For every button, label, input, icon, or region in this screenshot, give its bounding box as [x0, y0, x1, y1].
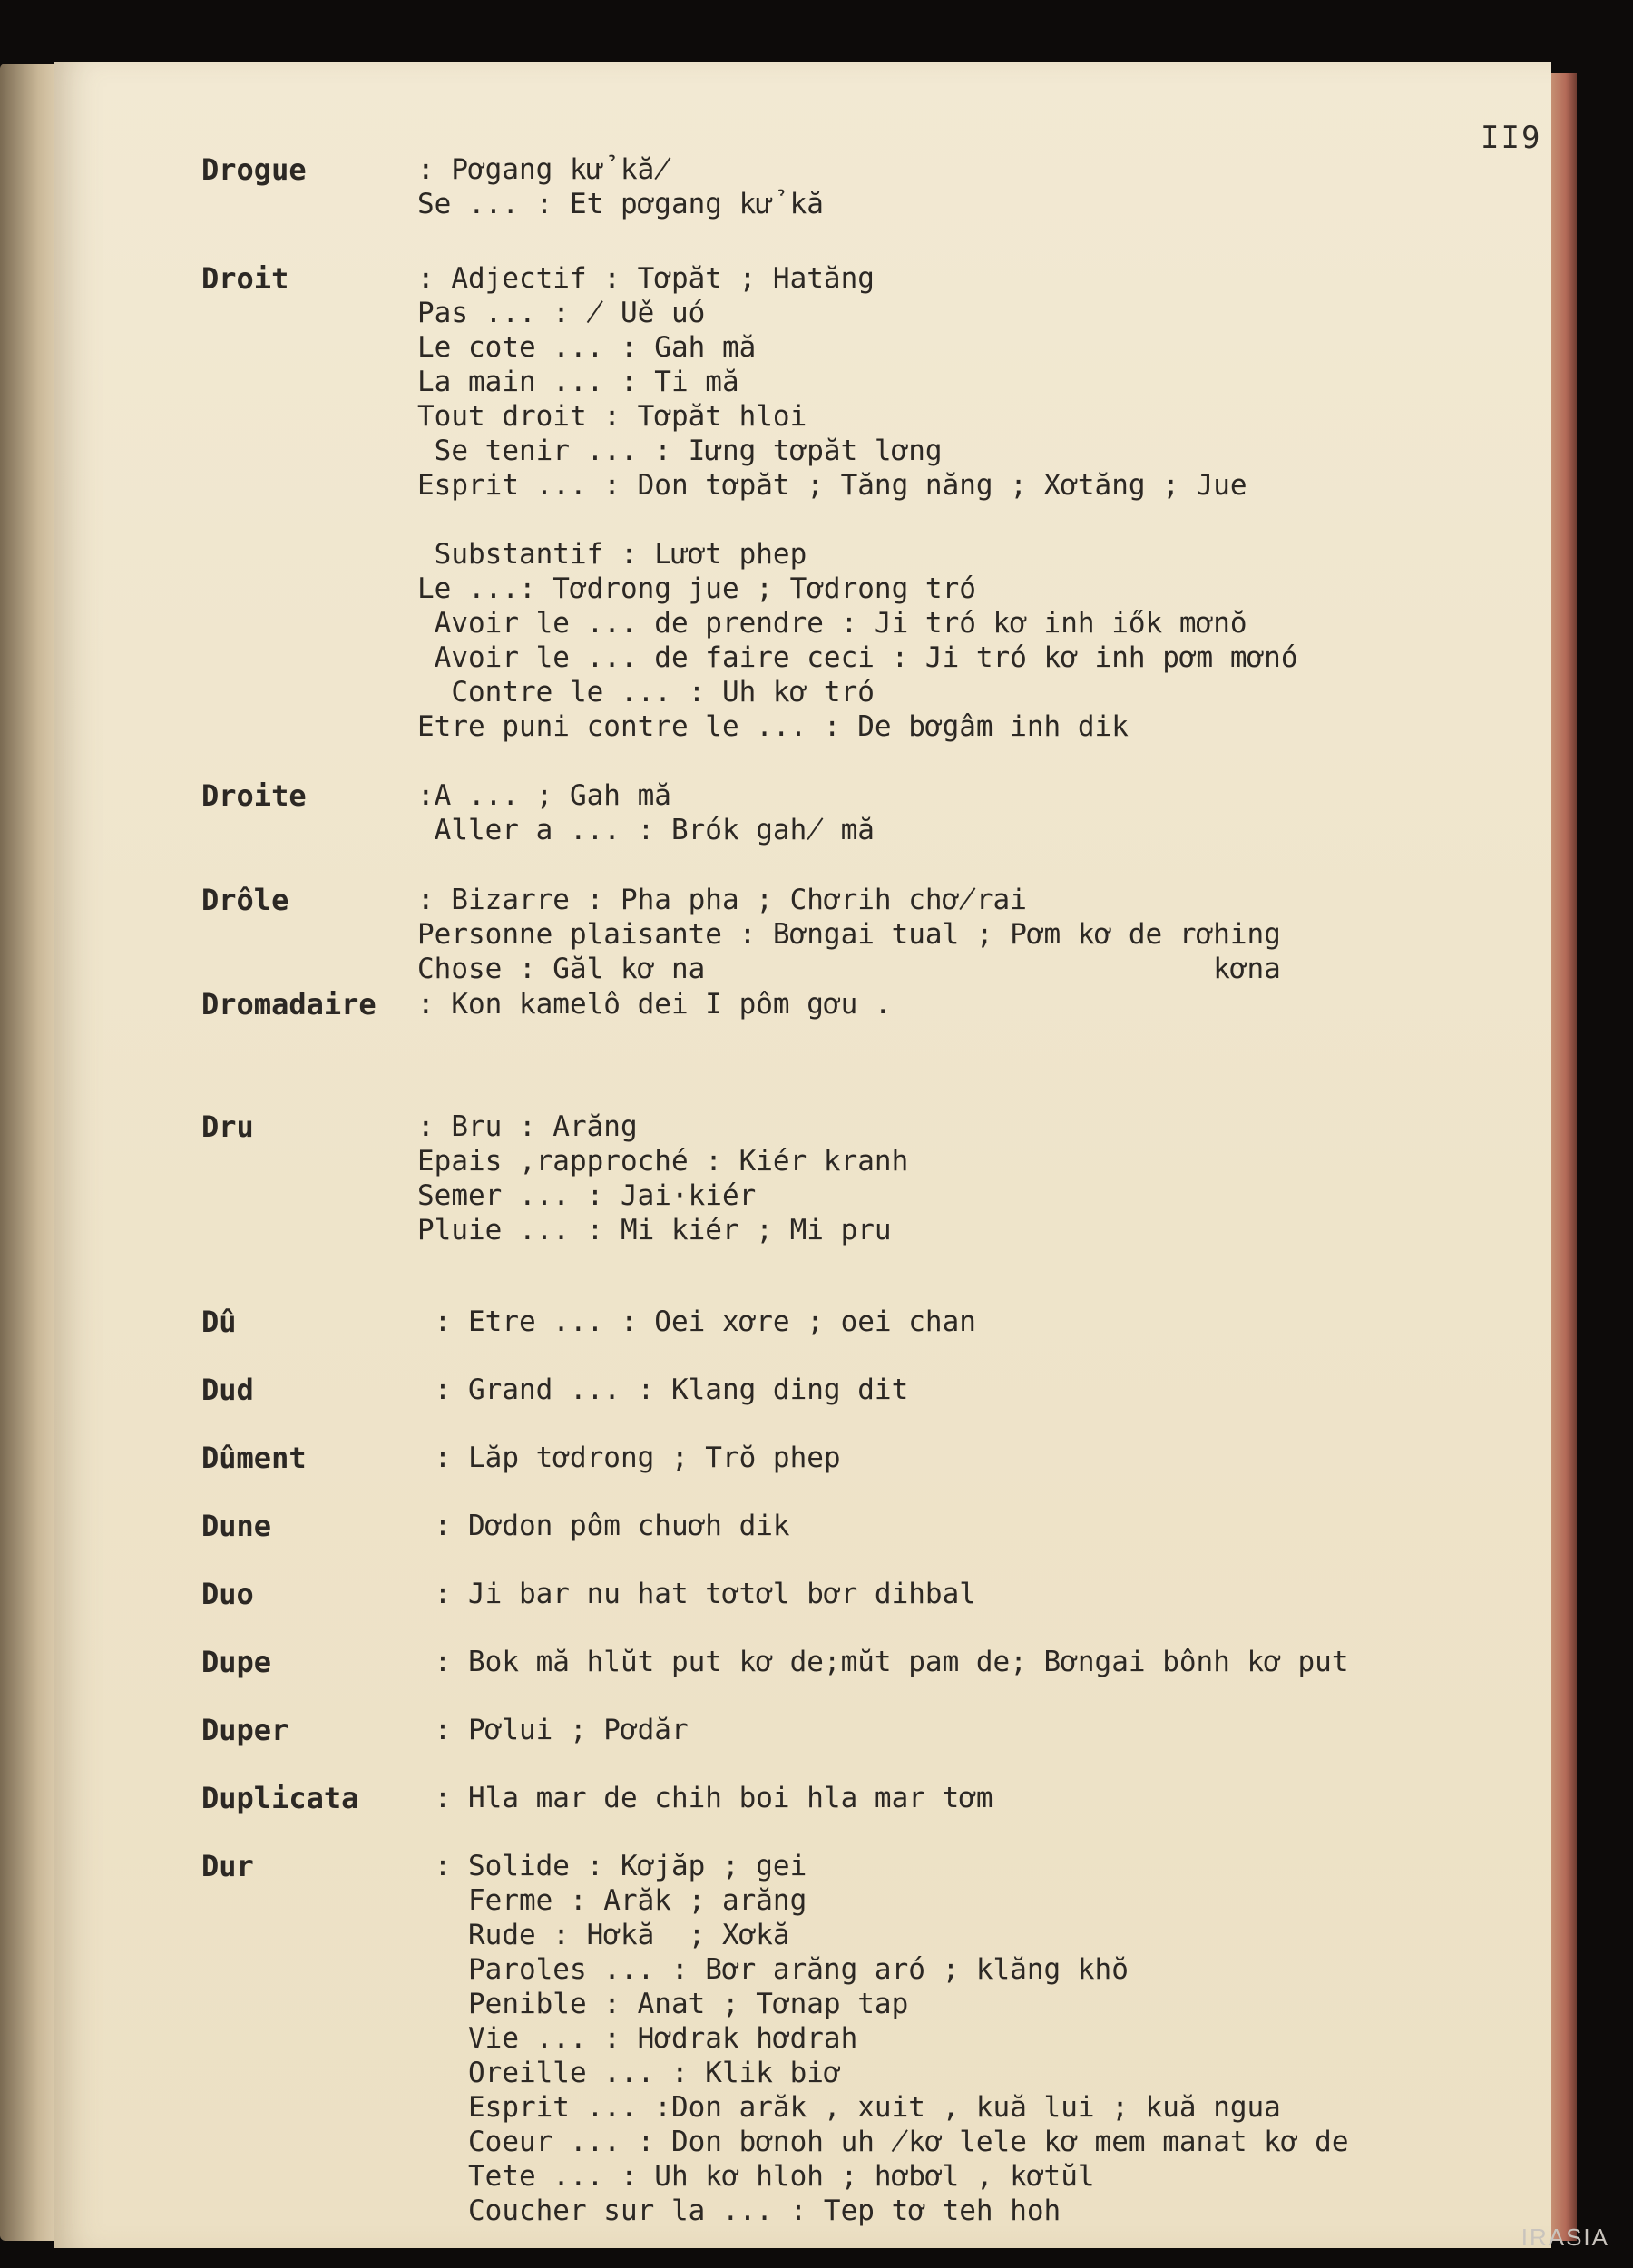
definition-line: Aller a ... : Brók gah̸ mă	[417, 814, 875, 846]
definition-line: Pas ... : ̸ Uě uó	[417, 297, 706, 329]
definition-line: Avoir le ... de prendre : Ji tró kơ inh iők mơnŏ	[417, 607, 1247, 640]
definition-line: : Grand ... : Klang ding dit	[417, 1374, 909, 1406]
definition-line: Coucher sur la ... : Tep tơ teh hoh	[417, 2195, 1061, 2227]
entry-definitions	[417, 1849, 1349, 2228]
entry-headword: Dromadaire	[201, 987, 376, 1022]
entry-headword: Drogue	[201, 152, 307, 187]
entry-headword: Droit	[201, 261, 289, 296]
definition-line: Oreille ... : Klik biơ	[417, 2057, 841, 2089]
definition-line: Contre le ... : Uh kơ tró	[417, 676, 875, 709]
definition-line: : Pơlui ; Pơdăr	[417, 1714, 689, 1746]
entry-headword: Dû	[201, 1305, 237, 1339]
definition-line: : Lăp tơdrong ; Trŏ phep	[417, 1442, 841, 1474]
definition-line: Substantif : Lươt phep	[417, 538, 807, 571]
definition-line: Esprit ... :Don arăk , xuit , kuă lui ; kuă ngua	[417, 2091, 1281, 2124]
entry-definitions	[417, 1713, 689, 1747]
definition-line: :A ... ; Gah mă	[417, 779, 671, 812]
entry-headword: Duo	[201, 1577, 254, 1611]
entry-definitions	[417, 1441, 841, 1475]
entry-definitions	[417, 152, 824, 221]
definition-line: Penible : Anat ; Tơnap tap	[417, 1988, 909, 2020]
entry-definitions	[417, 987, 892, 1022]
entry-definitions	[417, 1577, 976, 1611]
definition-line: : Bru : Arăng	[417, 1110, 638, 1143]
entry-definitions	[417, 1781, 993, 1815]
definition-line: : Etre ... : Oei xơre ; oei chan	[417, 1305, 976, 1338]
entry-headword: Duplicata	[201, 1781, 359, 1815]
definition-line: Vie ... : Hơdrak hơdrah	[417, 2022, 858, 2055]
definition-line: Tout droit : Tơpăt hloi	[417, 400, 807, 433]
definition-line: : Adjectif : Tơpăt ; Hatăng	[417, 262, 875, 295]
definition-line: Paroles ... : Bơr arăng aró ; klăng khŏ	[417, 1953, 1129, 1986]
definition-line: Personne plaisante : Bơngai tual ; Pơm kơ de rơhing	[417, 918, 1281, 951]
entry-definitions	[417, 261, 1298, 744]
definition-line: : Hla mar de chih boi hla mar tơm	[417, 1782, 993, 1814]
definition-line: Avoir le ... de faire ceci : Ji tró kơ inh pơm mơnó	[417, 641, 1298, 674]
entry-definitions	[417, 778, 875, 847]
entry-headword: Dru	[201, 1110, 254, 1144]
entry-definitions	[417, 1645, 1349, 1679]
definition-line: Le cote ... : Gah mă	[417, 331, 757, 364]
definition-line: Semer ... : Jai·kiér	[417, 1179, 757, 1212]
entry-headword: Drôle	[201, 883, 289, 917]
page-number: II9	[1481, 120, 1542, 156]
definition-line: Rude : Hơkă ; Xơkă	[417, 1919, 790, 1951]
dictionary-entries	[54, 62, 1551, 2248]
document-page	[54, 62, 1551, 2248]
entry-headword: Duper	[201, 1713, 289, 1747]
definition-line: Etre puni contre le ... : De bơgâm inh dik	[417, 710, 1129, 743]
definition-line: : Solide : Kơjăp ; gei	[417, 1850, 807, 1882]
definition-line: : Bok mă hlŭt put kơ de;mŭt pam de; Bơngai bônh kơ put	[417, 1646, 1349, 1678]
definition-line: Pluie ... : Mi kiér ; Mi pru	[417, 1214, 892, 1246]
definition-line: : Dơdon pôm chuơh dik	[417, 1510, 790, 1542]
definition-line: Epais ,rapproché : Kiér kranh	[417, 1145, 909, 1178]
entry-definitions	[417, 1373, 908, 1407]
definition-line: La main ... : Ti mă	[417, 366, 739, 398]
definition-line: Esprit ... : Don tơpăt ; Tăng năng ; Xơtăng ; Jue	[417, 469, 1247, 502]
definition-line: Tete ... : Uh kơ hloh ; hơbơl , kơtŭl	[417, 2160, 1095, 2193]
definition-line: : Bizarre : Pha pha ; Chơrih chơ̸rai	[417, 884, 1027, 916]
definition-line	[417, 503, 1298, 537]
entry-headword: Dune	[201, 1509, 272, 1543]
definition-line: Coeur ... : Don bơnoh uh ̸kơ lele kơ mem manat kơ de	[417, 2126, 1349, 2158]
entry-headword: Dud	[201, 1373, 254, 1407]
definition-line: Ferme : Arăk ; arăng	[417, 1884, 807, 1917]
entry-definitions	[417, 1509, 790, 1543]
entry-headword: Dupe	[201, 1645, 272, 1679]
definition-line: : Kon kamelô dei I pôm gơu .	[417, 988, 892, 1021]
definition-line: Le ...: Tơdrong jue ; Tơdrong tró	[417, 572, 976, 605]
definition-line: : Ji bar nu hat tơtơl bơr dihbal	[417, 1578, 976, 1610]
definition-line: Se ... : Et pơgang kử kă	[417, 188, 824, 220]
watermark: IRASIA	[1521, 2224, 1609, 2251]
entry-headword: Dûment	[201, 1441, 307, 1475]
entry-definitions	[417, 1305, 976, 1339]
entry-definitions	[417, 1110, 908, 1247]
entry-headword: Dur	[201, 1849, 254, 1883]
entry-headword: Droite	[201, 778, 307, 813]
definition-line: : Pơgang kử kă̸	[417, 153, 671, 186]
definition-line: Chose : Găl kơ na kơna	[417, 953, 1281, 985]
entry-definitions	[417, 883, 1281, 986]
definition-line: Se tenir ... : Iưng tơpăt lơng	[417, 435, 943, 467]
